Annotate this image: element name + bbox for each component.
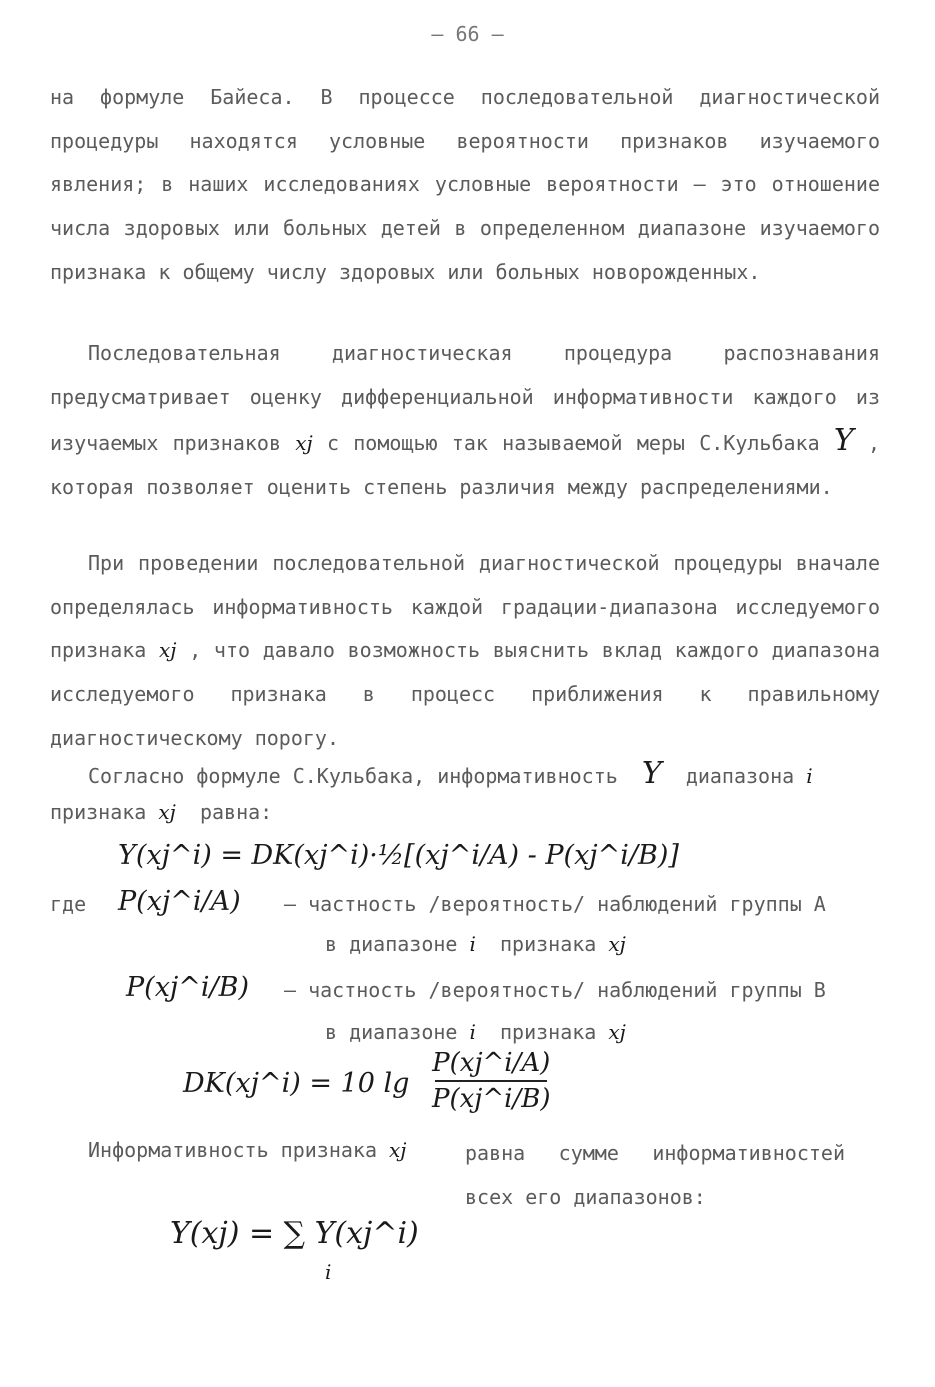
fraction-denominator: P(xj^i/B) [432, 1084, 551, 1114]
formula-dk-fraction [432, 1048, 550, 1114]
def-2-text: – частность /вероятность/ наблюдений группы В [284, 978, 826, 1002]
formula-total-information: Y(xj) = ∑ Y(xj^i) [170, 1216, 419, 1251]
paragraph-4-line-1 [88, 756, 813, 791]
paragraph-4-text-a: Согласно формуле С.Кульбака, информативность [88, 764, 618, 788]
def-1-line-2 [325, 932, 626, 956]
variable-xj: xj [158, 800, 176, 824]
paragraph-2-text-a: Последовательная диагностическая процедура распознавания предусматривает оценку дифференциальной информативности каждого из изучаемых признаков [50, 341, 880, 456]
def-2-symbol: P(xj^i/B) [126, 972, 250, 1003]
where-word: где [50, 892, 87, 916]
paragraph-5-line-1 [88, 1138, 419, 1162]
kullback-symbol: Y [641, 756, 662, 791]
kullback-symbol: Y [833, 423, 854, 459]
index-i: i [806, 764, 813, 788]
paragraph-3-text-b: , что давало возможность выяснить вклад каждого диапазона исследуемого признака в процесс приближения к правильному диагностическому порогу. [50, 638, 880, 750]
paragraph-4-text-b: диапазона [685, 764, 795, 788]
def-1-text-2: в диапазоне [325, 932, 458, 956]
formula-dk-lhs: DK(xj^i) = 10 lg [183, 1068, 410, 1099]
sum-index: i [325, 1260, 332, 1284]
def-2-text-2: в диапазоне [325, 1020, 458, 1044]
variable-xj: xj [159, 638, 177, 663]
paragraph-2-text-b: с помощью так называемой меры С.Кульбака [326, 431, 820, 456]
index-i: i [469, 932, 476, 956]
paragraph-3 [50, 542, 880, 761]
def-1-symbol: P(xj^i/A) [118, 886, 241, 917]
paragraph-4-line-2 [50, 800, 272, 824]
page-number: – 66 – [431, 22, 504, 46]
def-2-line-2 [325, 1020, 626, 1044]
paragraph-3-text-a: При проведении последовательной диагностической процедуры вначале определялась информативность каждой градации-диапазона исследуемого признака [50, 551, 880, 663]
formula-information: Y(xj^i) = DK(xj^i)·½[(xj^i/A) - P(xj^i/B)] [118, 840, 679, 871]
paragraph-4-text-c: признака [50, 800, 147, 824]
paragraph-5-text-a: Информативность признака [88, 1138, 377, 1162]
paragraph-2-text-c: , которая позволяет оценить степень различия между распределениями. [50, 431, 880, 500]
paragraph-5-text-b: равна сумме информативностей всех его диапазонов: [465, 1141, 845, 1209]
fraction-bar [435, 1080, 547, 1082]
variable-xj: xj [389, 1138, 407, 1162]
paragraph-1: на формуле Байеса. В процессе последовательной диагностической процедуры находятся условные вероятности признаков изучаемого явления; в наших исследованиях условные вероятности – это отношение числа здоровых или больных детей в определенном диапазоне изучаемого признака к общему числу здоровых или больных новорожденных. [50, 85, 880, 284]
variable-xj: xj [295, 431, 313, 456]
variable-xj: xj [608, 932, 626, 956]
variable-xj: xj [608, 1020, 626, 1044]
def-1-text: – частность /вероятность/ наблюдений группы А [284, 892, 826, 916]
def-2-text-3: признака [500, 1020, 597, 1044]
def-1-text-3: признака [500, 932, 597, 956]
fraction-numerator: P(xj^i/A) [432, 1048, 551, 1078]
paragraph-4-text-d: равна: [199, 800, 273, 824]
paragraph-2 [50, 332, 880, 510]
index-i: i [469, 1020, 476, 1044]
